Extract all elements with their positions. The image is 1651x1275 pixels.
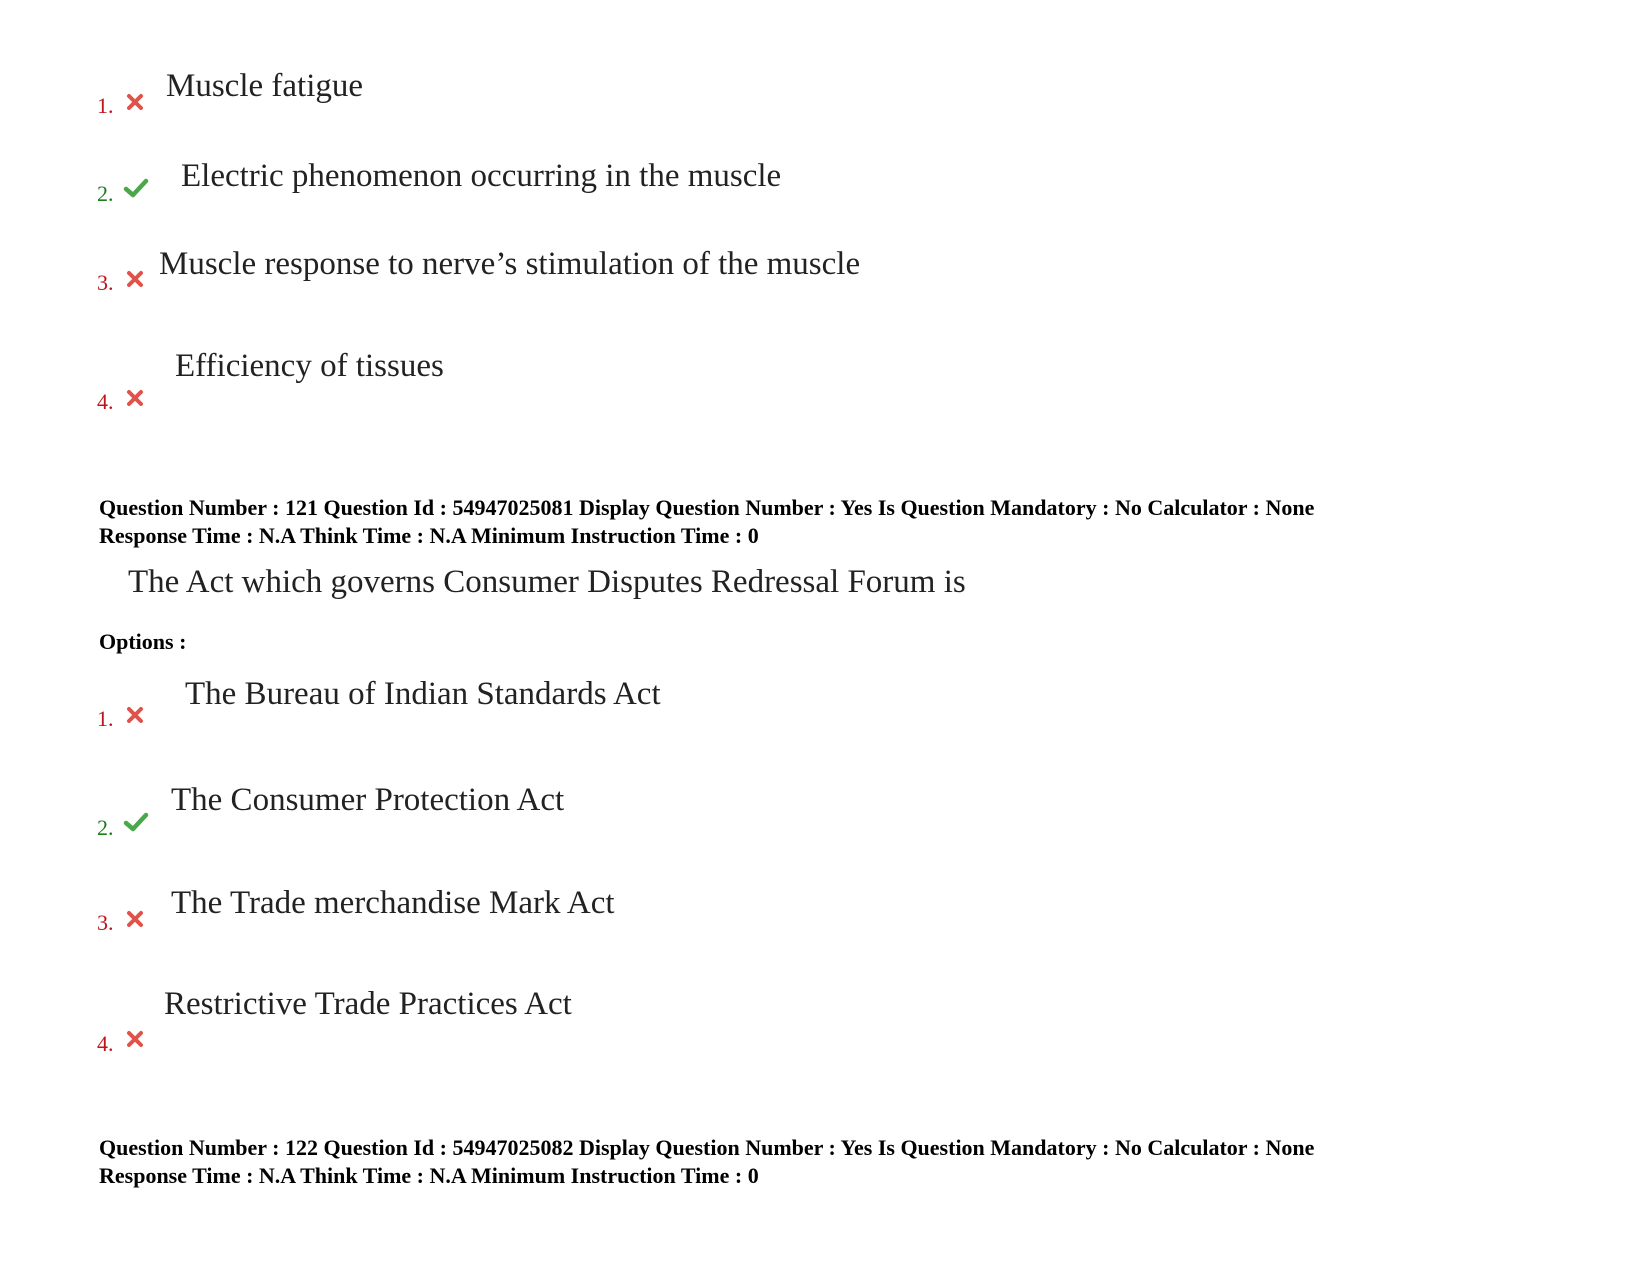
check-icon xyxy=(123,178,149,198)
option-number: 1. xyxy=(97,93,114,118)
cross-icon xyxy=(125,1029,145,1049)
option-number: 2. xyxy=(97,815,114,840)
cross-icon xyxy=(125,269,145,289)
option-number: 3. xyxy=(97,270,114,295)
option-number: 4. xyxy=(97,1031,114,1056)
option-number: 4. xyxy=(97,389,114,414)
cross-icon xyxy=(125,705,145,725)
option-text: Restrictive Trade Practices Act xyxy=(164,986,572,1022)
options-label: Options : xyxy=(99,629,187,654)
question-meta-line2: Response Time : N.A Think Time : N.A Minimum Instruction Time : 0 xyxy=(99,1163,759,1188)
option-text: Muscle fatigue xyxy=(166,68,364,104)
option-text: The Consumer Protection Act xyxy=(171,782,565,818)
option-number: 2. xyxy=(97,181,114,206)
cross-icon xyxy=(125,909,145,929)
option-number: 3. xyxy=(97,910,114,935)
option-text: The Bureau of Indian Standards Act xyxy=(185,676,661,712)
cross-icon xyxy=(125,388,145,408)
question-meta-line1: Question Number : 121 Question Id : 54947025081 Display Question Number : Yes Is Question Mandatory : No Calculator : None xyxy=(99,495,1315,520)
option-text: Electric phenomenon occurring in the muscle xyxy=(181,158,782,194)
check-icon xyxy=(123,812,149,832)
question-text: The Act which governs Consumer Disputes Redressal Forum is xyxy=(128,564,966,600)
option-text: The Trade merchandise Mark Act xyxy=(171,885,615,921)
option-text: Muscle response to nerve’s stimulation of the muscle xyxy=(159,246,861,282)
cross-icon xyxy=(125,92,145,112)
question-meta-line2: Response Time : N.A Think Time : N.A Minimum Instruction Time : 0 xyxy=(99,523,759,548)
option-number: 1. xyxy=(97,706,114,731)
option-text: Efficiency of tissues xyxy=(175,348,444,384)
question-meta-line1: Question Number : 122 Question Id : 54947025082 Display Question Number : Yes Is Question Mandatory : No Calculator : None xyxy=(99,1135,1315,1160)
